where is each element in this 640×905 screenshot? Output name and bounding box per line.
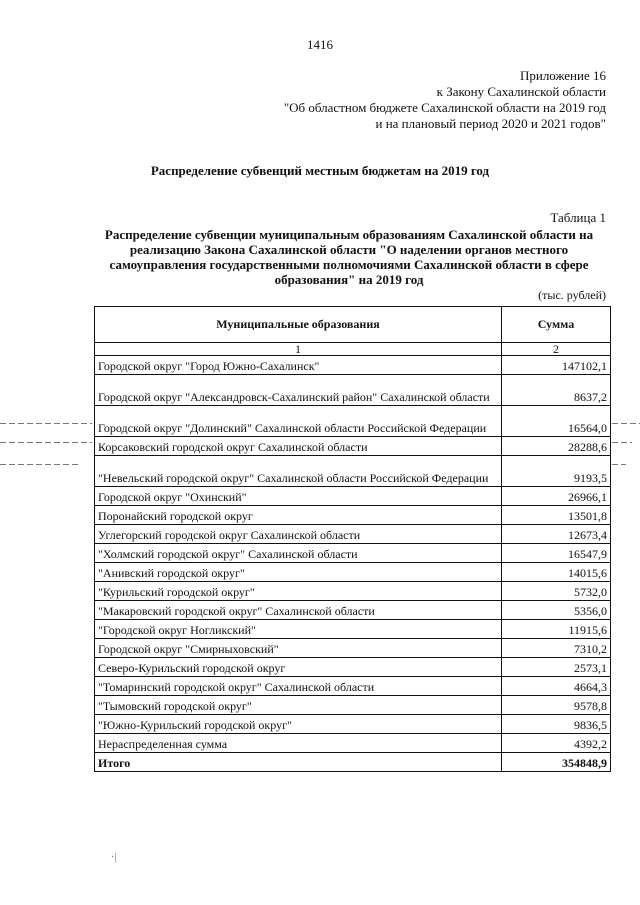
scan-artifact-line (0, 464, 80, 465)
municipality-name: Нераспределенная сумма (95, 734, 502, 753)
page-number: 1416 (307, 37, 333, 52)
table-row (95, 506, 611, 525)
table-row (95, 677, 611, 696)
index-col-1: 1 (95, 343, 502, 356)
municipality-name: "Анивский городской округ" (95, 563, 502, 582)
scan-artifact-line (612, 464, 626, 465)
subvention-amount: 14015,6 (502, 563, 611, 582)
total-label: Итого (95, 753, 502, 772)
total-amount: 354848,9 (502, 753, 611, 772)
municipality-name: "Курильский городской округ" (95, 582, 502, 601)
table-row (95, 658, 611, 677)
subvention-amount: 4664,3 (502, 677, 611, 696)
index-col-2: 2 (502, 343, 611, 356)
table-label: Таблица 1 (550, 210, 606, 225)
appendix-line-3: "Об областном бюджете Сахалинской области на 2019 год (283, 100, 606, 115)
appendix-line-2: к Закону Сахалинской области (436, 84, 606, 99)
table-row (95, 734, 611, 753)
header-row (95, 307, 611, 343)
subvention-amount: 147102,1 (502, 356, 611, 375)
table-row (95, 620, 611, 639)
header-municipality: Муниципальные образования (95, 307, 502, 343)
subvention-table (94, 306, 611, 772)
subvention-amount: 11915,6 (502, 620, 611, 639)
municipality-name: "Тымовский городской округ" (95, 696, 502, 715)
municipality-name: Корсаковский городской округ Сахалинской области (95, 437, 502, 456)
appendix-line-4: и на плановый период 2020 и 2021 годов" (375, 116, 606, 131)
scan-artifact-line (0, 442, 92, 443)
municipality-name: Городской округ "Охинский" (95, 487, 502, 506)
table-row (95, 456, 611, 487)
table-row (95, 601, 611, 620)
subvention-amount: 9836,5 (502, 715, 611, 734)
table-row (95, 356, 611, 375)
municipality-name: Городской округ "Город Южно-Сахалинск" (95, 356, 502, 375)
municipality-name: Городской округ "Долинский" Сахалинской области Российской Федерации (95, 406, 502, 437)
subvention-amount: 9578,8 (502, 696, 611, 715)
subvention-amount: 26966,1 (502, 487, 611, 506)
subvention-amount: 7310,2 (502, 639, 611, 658)
subvention-amount: 8637,2 (502, 375, 611, 406)
municipality-name: Поронайский городской округ (95, 506, 502, 525)
table-row (95, 525, 611, 544)
subvention-amount: 28288,6 (502, 437, 611, 456)
subvention-amount: 13501,8 (502, 506, 611, 525)
appendix-line-1: Приложение 16 (519, 68, 606, 83)
table-title: Распределение субвенции муниципальным образованиям Сахалинской области на реализацию Закона Сахалинской области "О наделении органов местного самоуправления государственными полномочиями Сахалинской области в сфере образования" на 2019 год (104, 227, 594, 287)
municipality-name: Углегорский городской округ Сахалинской области (95, 525, 502, 544)
scan-artifact-line (612, 442, 632, 443)
subvention-amount: 5732,0 (502, 582, 611, 601)
subvention-amount: 4392,2 (502, 734, 611, 753)
appendix-block (284, 68, 606, 132)
main-title: Распределение субвенций местным бюджетам на 2019 год (150, 163, 490, 178)
table-row (95, 406, 611, 437)
subvention-amount: 5356,0 (502, 601, 611, 620)
municipality-name: "Макаровский городской округ" Сахалинской области (95, 601, 502, 620)
municipality-name: "Холмский городской округ" Сахалинской области (95, 544, 502, 563)
table-row (95, 375, 611, 406)
header-amount: Сумма (502, 307, 611, 343)
index-row (95, 343, 611, 356)
municipality-name: Городской округ "Смирныховский" (95, 639, 502, 658)
municipality-name: Городской округ "Александровск-Сахалинский район" Сахалинской области (95, 375, 502, 406)
units-label: (тыс. рублей) (538, 288, 606, 302)
table-row (95, 715, 611, 734)
subvention-amount: 16547,9 (502, 544, 611, 563)
table-row (95, 582, 611, 601)
municipality-name: Северо-Курильский городской округ (95, 658, 502, 677)
subvention-amount: 2573,1 (502, 658, 611, 677)
table-row (95, 563, 611, 582)
subvention-amount: 9193,5 (502, 456, 611, 487)
total-row (95, 753, 611, 772)
table-row (95, 544, 611, 563)
subvention-amount: 12673,4 (502, 525, 611, 544)
table-row (95, 639, 611, 658)
scan-mark: ·| (111, 852, 117, 863)
scan-artifact-line (0, 423, 92, 424)
municipality-name: "Томаринский городской округ" Сахалинской области (95, 677, 502, 696)
municipality-name: "Южно-Курильский городской округ" (95, 715, 502, 734)
municipality-name: "Невельский городской округ" Сахалинской области Российской Федерации (95, 456, 502, 487)
table-row (95, 487, 611, 506)
table-row (95, 437, 611, 456)
scan-artifact-line (612, 423, 640, 424)
subvention-amount: 16564,0 (502, 406, 611, 437)
table-row (95, 696, 611, 715)
municipality-name: "Городской округ Ногликский" (95, 620, 502, 639)
